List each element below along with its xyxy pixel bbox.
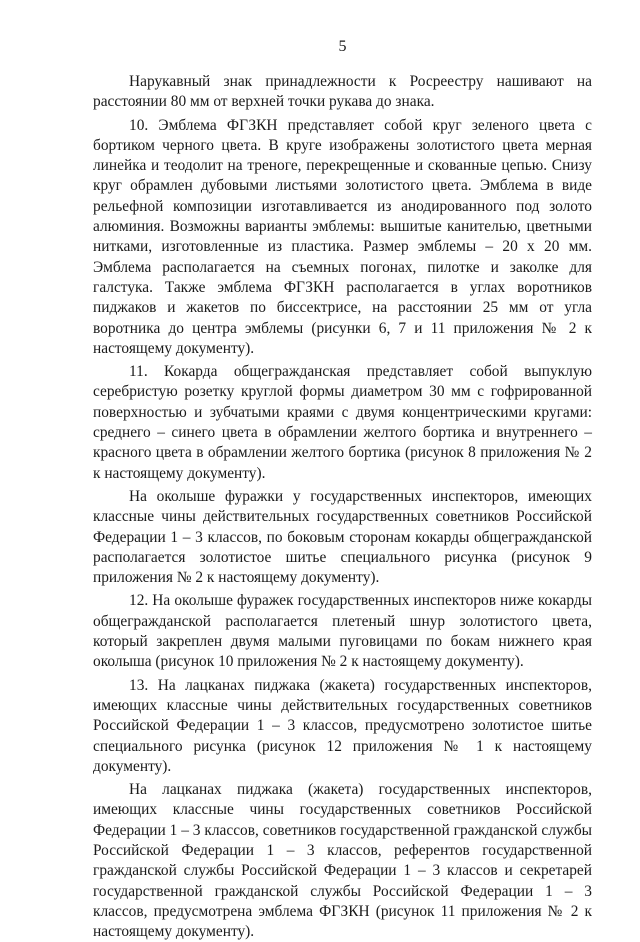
- paragraph-sleeve-badge: Нарукавный знак принадлежности к Росреестру нашивают на расстоянии 80 мм от верхней точки рукава до знака.: [93, 73, 592, 111]
- paragraph-11-cockade: 11. Кокарда общегражданская представляет собой выпуклую серебристую розетку круглой формы диаметром 30 мм с гофрированной поверхностью и зубчатыми краями с двумя концентрическими кругами: среднего – синего цвета в обрамлении желтого бортика и внутреннего – красного цвета в обрамлении желтого бортика (рисунок 8 приложения № 2 к настоящему документу).: [93, 363, 592, 482]
- page-number: 5: [338, 38, 347, 55]
- paragraph-12-cap-cord: 12. На околыше фуражек государственных инспекторов ниже кокарды общегражданской располагается плетеный шнур золотистого цвета, который закреплен двумя малыми пуговицами по бокам нижнего края околыша (рисунок 10 приложения № 2 к настоящему документу).: [93, 592, 592, 671]
- paragraph-cap-band-embroidery: На околыше фуражки у государственных инспекторов, имеющих классные чины действительных государственных советников Российской Федерации 1 – 3 классов, по боковым сторонам кокарды общегражданской располагается золотистое шитье специального рисунка (рисунок 9 приложения № 2 к настоящему документу).: [93, 487, 592, 587]
- paragraph-13-lapels: 13. На лацканах пиджака (жакета) государственных инспекторов, имеющих классные чины действительных государственных советников Российской Федерации 1 – 3 классов, предусмотрено золотистое шитье специального рисунка (рисунок 12 приложения № 1 к настоящему документу).: [93, 676, 592, 775]
- paragraph-10-emblem: 10. Эмблема ФГЗКН представляет собой круг зеленого цвета с бортиком черного цвета. В круге изображены золотистого цвета мерная линейка и теодолит на треноге, перекрещенные и скованные цепью. Снизу круг обрамлен дубовыми листьями золотистого цвета. Эмблема в виде рельефной композиции изготавливается из анодированного под золото алюминия. Возможны варианты эмблемы: вышитые канителью, цветными нитками, изготовленные из пластика. Размер эмблемы – 20 х 20 мм. Эмблема располагается на съемных погонах, пилотке и заколке для галстука. Также эмблема ФГЗКН располагается в углах воротников пиджаков и жакетов по биссектрисе, на расстоянии 25 мм от угла воротника до центра эмблемы (рисунки 6, 7 и 11 приложения № 2 к настоящему документу).: [93, 116, 592, 357]
- paragraph-lapel-emblem: На лацканах пиджака (жакета) государственных инспекторов, имеющих классные чины государственных советников Российской Федерации 1 – 3 классов, советников государственной гражданской службы Российской Федерации 1 – 3 классов, референтов государственной гражданской службы Российской Федерации 1 – 3 классов и секретарей государственной гражданской службы Российской Федерации 1 – 3 классов, предусмотрена эмблема ФГЗКН (рисунок 11 приложения № 2 к настоящему документу).: [93, 781, 592, 941]
